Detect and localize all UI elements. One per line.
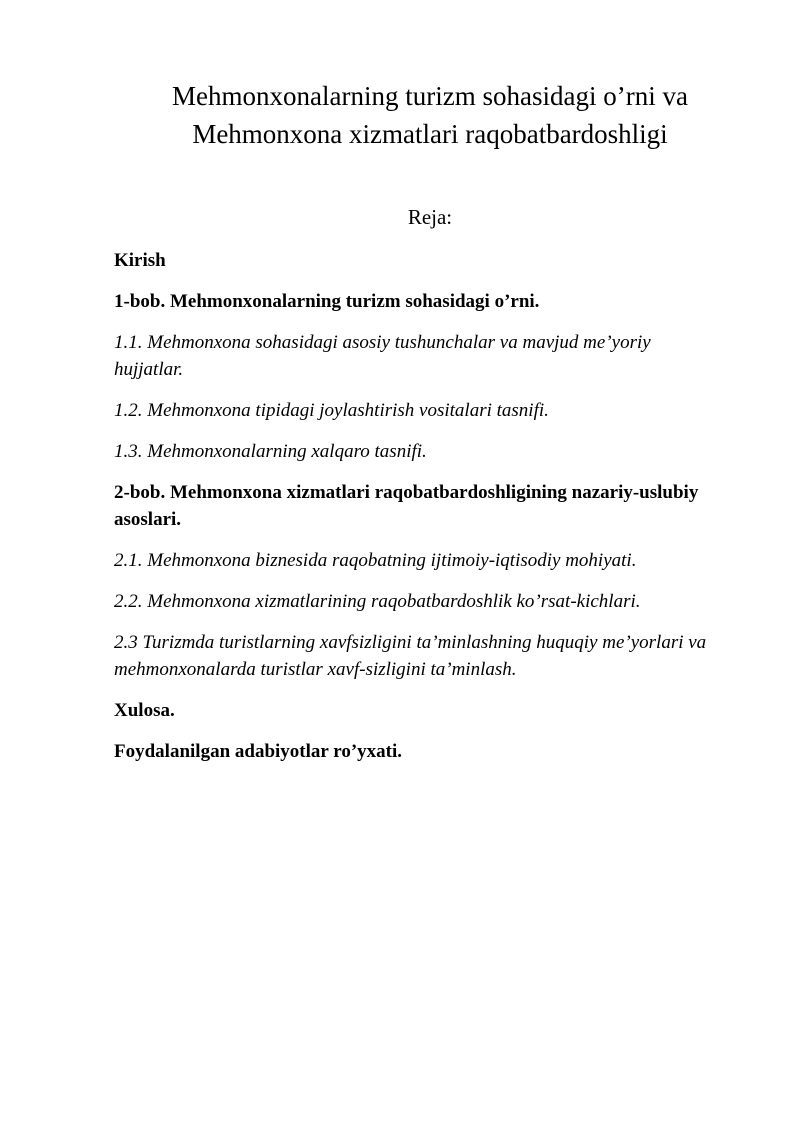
toc-section-1-1: 1.1. Mehmonxona sohasidagi asosiy tushunchalar va mavjud me’yoriy hujjatlar. — [114, 332, 651, 380]
title-line-2: Mehmonxona xizmatlari raqobatbardoshligi — [192, 119, 668, 149]
toc-chapter-1: 1-bob. Mehmonxonalarning turizm sohasidagi o’rni. — [114, 291, 540, 312]
toc-section-1-2: 1.2. Mehmonxona tipidagi joylashtirish vositalari tasnifi. — [114, 400, 549, 421]
table-of-contents — [114, 247, 724, 779]
title-line-1: Mehmonxonalarning turizm sohasidagi o’rni va — [172, 81, 688, 111]
toc-section-2-2: 2.2. Mehmonxona xizmatlarining raqobatbardoshlik ko’rsat-kichlari. — [114, 591, 641, 612]
toc-chapter-2: 2-bob. Mehmonxona xizmatlari raqobatbardoshligining nazariy-uslubiy asoslari. — [114, 482, 699, 530]
toc-section-2-1: 2.1. Mehmonxona biznesida raqobatning ijtimoiy-iqtisodiy mohiyati. — [114, 550, 637, 571]
document-title — [120, 77, 740, 153]
toc-conclusion: Xulosa. — [114, 700, 175, 721]
toc-bibliography: Foydalanilgan adabiyotlar ro’yxati. — [114, 741, 403, 762]
toc-intro: Kirish — [114, 250, 166, 271]
toc-section-1-3: 1.3. Mehmonxonalarning xalqaro tasnifi. — [114, 441, 427, 462]
toc-section-2-3: 2.3 Turizmda turistlarning xavfsizligini ta’minlashning huquqiy me’yorlari va mehmonxonalarda turistlar xavf-sizligini ta’minlash. — [114, 632, 707, 680]
plan-heading: Reja: — [407, 205, 453, 229]
